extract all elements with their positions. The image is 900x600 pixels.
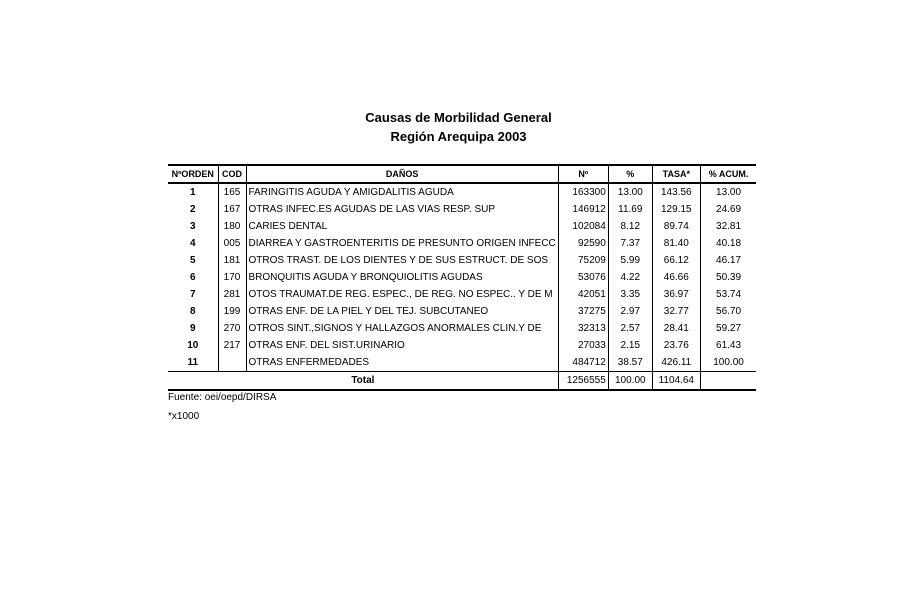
cell-pct: 38.57 (608, 354, 652, 372)
cell-tasa: 89.74 (652, 218, 700, 235)
total-n: 1256555 (558, 372, 608, 391)
cell-orden: 8 (189, 305, 196, 317)
cell-pct: 4.22 (608, 269, 652, 286)
cell-pct: 8.12 (608, 218, 652, 235)
footer-note: *x1000 (168, 411, 200, 422)
cell-cod: 180 (218, 218, 246, 235)
cell-tasa: 143.56 (652, 183, 700, 201)
cell-orden: 9 (189, 322, 196, 334)
cell-orden: 3 (189, 220, 196, 232)
table-row (168, 218, 756, 235)
cell-orden: 5 (189, 254, 196, 266)
total-label: Total (168, 372, 558, 391)
cell-n: 32313 (558, 320, 608, 337)
table-row (168, 337, 756, 354)
header-acum: % ACUM. (700, 165, 756, 183)
cell-acum: 100.00 (700, 354, 756, 372)
table-row (168, 303, 756, 320)
cell-tasa: 66.12 (652, 252, 700, 269)
cell-dano: DIARREA Y GASTROENTERITIS DE PRESUNTO ORIGEN INFECC (246, 235, 558, 252)
header-tasa: TASA* (652, 165, 700, 183)
cell-acum: 56.70 (700, 303, 756, 320)
cell-cod: 165 (218, 183, 246, 201)
cell-pct: 11.69 (608, 201, 652, 218)
cell-acum: 50.39 (700, 269, 756, 286)
cell-pct: 2.57 (608, 320, 652, 337)
footer-source: Fuente: oei/oepd/DIRSA (168, 392, 277, 403)
cell-acum: 13.00 (700, 183, 756, 201)
table-subtitle: Región Arequipa 2003 (390, 129, 527, 144)
cell-cod: 167 (218, 201, 246, 218)
cell-pct: 5.99 (608, 252, 652, 269)
cell-acum: 46.17 (700, 252, 756, 269)
cell-n: 37275 (558, 303, 608, 320)
morbidity-table (168, 164, 756, 391)
cell-pct: 3.35 (608, 286, 652, 303)
cell-orden: 11 (187, 356, 199, 368)
cell-cod: 170 (218, 269, 246, 286)
table-row (168, 183, 756, 201)
cell-cod: 281 (218, 286, 246, 303)
cell-tasa: 23.76 (652, 337, 700, 354)
cell-tasa: 426.11 (652, 354, 700, 372)
cell-tasa: 46.66 (652, 269, 700, 286)
header-row (168, 165, 756, 183)
cell-orden: 2 (189, 203, 196, 215)
cell-tasa: 129.15 (652, 201, 700, 218)
cell-tasa: 32.77 (652, 303, 700, 320)
cell-cod: 181 (218, 252, 246, 269)
cell-acum: 40.18 (700, 235, 756, 252)
cell-orden: 10 (187, 339, 199, 351)
cell-orden: 4 (189, 237, 196, 249)
cell-tasa: 81.40 (652, 235, 700, 252)
table-row (168, 201, 756, 218)
cell-dano: OTROS SINT.,SIGNOS Y HALLAZGOS ANORMALES CLIN.Y DE (246, 320, 558, 337)
cell-cod: 199 (218, 303, 246, 320)
cell-dano: OTOS TRAUMAT.DE REG. ESPEC., DE REG. NO ESPEC.. Y DE M (246, 286, 558, 303)
table-row (168, 269, 756, 286)
cell-acum: 24.69 (700, 201, 756, 218)
cell-orden: 6 (189, 271, 196, 283)
cell-n: 92590 (558, 235, 608, 252)
cell-orden: 1 (189, 186, 196, 198)
cell-dano: OTRAS ENFERMEDADES (246, 354, 558, 372)
cell-n: 163300 (558, 183, 608, 201)
cell-dano: CARIES DENTAL (246, 218, 558, 235)
cell-n: 53076 (558, 269, 608, 286)
cell-dano: BRONQUITIS AGUDA Y BRONQUIOLITIS AGUDAS (246, 269, 558, 286)
total-pct: 100.00 (608, 372, 652, 391)
cell-tasa: 36.97 (652, 286, 700, 303)
cell-cod: 217 (218, 337, 246, 354)
cell-cod (218, 354, 246, 372)
table-row (168, 252, 756, 269)
total-row (168, 372, 756, 391)
cell-n: 27033 (558, 337, 608, 354)
header-pct: % (608, 165, 652, 183)
cell-acum: 32.81 (700, 218, 756, 235)
cell-dano: OTRAS INFEC.ES AGUDAS DE LAS VIAS RESP. SUP (246, 201, 558, 218)
cell-acum: 59.27 (700, 320, 756, 337)
cell-dano: OTRAS ENF. DEL SIST.URINARIO (246, 337, 558, 354)
table-title: Causas de Morbilidad General (365, 110, 552, 125)
cell-cod: 005 (218, 235, 246, 252)
total-tasa: 1104.64 (652, 372, 700, 391)
cell-dano: OTROS TRAST. DE LOS DIENTES Y DE SUS ESTRUCT. DE SOS (246, 252, 558, 269)
cell-n: 146912 (558, 201, 608, 218)
header-cod: COD (218, 165, 246, 183)
cell-n: 75209 (558, 252, 608, 269)
cell-acum: 53.74 (700, 286, 756, 303)
cell-pct: 2.97 (608, 303, 652, 320)
cell-n: 484712 (558, 354, 608, 372)
header-n: Nº (558, 165, 608, 183)
cell-dano: OTRAS ENF. DE LA PIEL Y DEL TEJ. SUBCUTANEO (246, 303, 558, 320)
header-orden: NºORDEN (168, 165, 218, 183)
cell-cod: 270 (218, 320, 246, 337)
cell-n: 102084 (558, 218, 608, 235)
cell-dano: FARINGITIS AGUDA Y AMIGDALITIS AGUDA (246, 183, 558, 201)
header-danos: DAÑOS (246, 165, 558, 183)
cell-pct: 7.37 (608, 235, 652, 252)
total-acum (700, 372, 756, 391)
cell-acum: 61.43 (700, 337, 756, 354)
cell-orden: 7 (189, 288, 196, 300)
table-row (168, 320, 756, 337)
cell-pct: 13.00 (608, 183, 652, 201)
table-row (168, 354, 756, 372)
cell-pct: 2.15 (608, 337, 652, 354)
cell-tasa: 28.41 (652, 320, 700, 337)
table-row (168, 235, 756, 252)
cell-n: 42051 (558, 286, 608, 303)
table-row (168, 286, 756, 303)
